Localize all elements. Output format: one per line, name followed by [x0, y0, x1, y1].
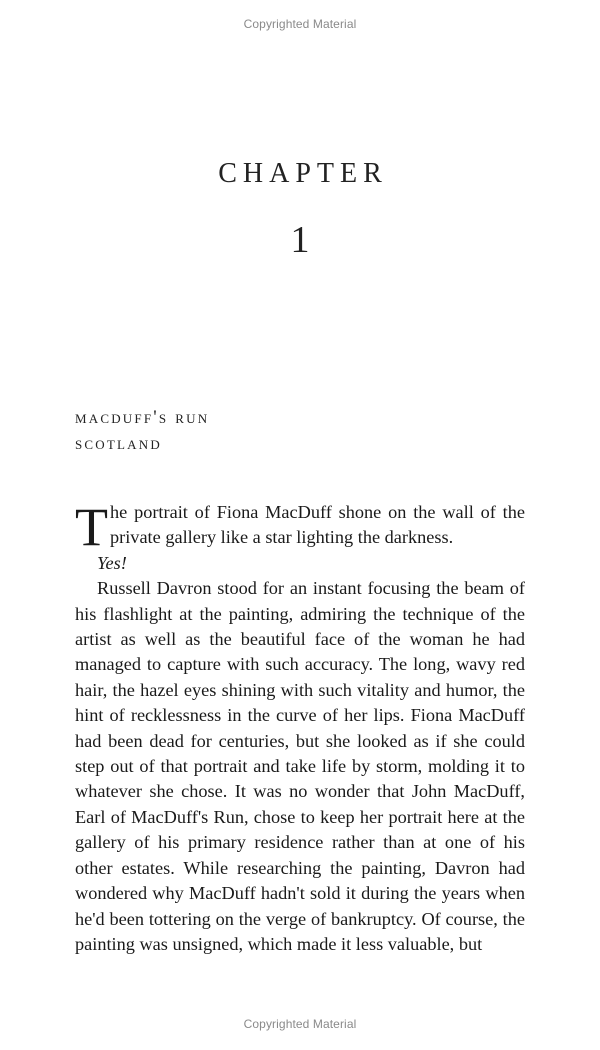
opening-paragraph-text: he portrait of Fiona MacDuff shone on the wall of the private gallery like a star lighting the darkness.: [110, 502, 525, 548]
copyright-watermark-bottom: Copyrighted Material: [243, 1017, 357, 1031]
chapter-heading: CHAPTER: [218, 158, 388, 189]
exclamation-paragraph: Yes!: [97, 552, 127, 573]
location-line-1: macduff's run: [75, 407, 210, 428]
body-paragraph: Russell Davron stood for an instant focusing the beam of his flashlight at the painting, admiring the technique of the artist as well as the beautiful face of the woman he had managed to capture with such accuracy. The long, wavy red hair, the hazel eyes shining with such vitality and humor, the hint of recklessness in the curve of her lips. Fiona MacDuff had been dead for centuries, but she looked as if she could step out of that portrait and take life by storm, molding it to whatever she chose. It was no wonder that John MacDuff, Earl of MacDuff's Run, chose to keep her portrait here at the gallery of his primary residence rather than at one of his other estates. While researching the painting, Davron had wondered why MacDuff hadn't sold it during the years when he'd been tottering on the verge of bankruptcy. Of course, the painting was unsigned, which made it less valuable, but: [75, 578, 525, 954]
copyright-watermark-top: Copyrighted Material: [243, 17, 357, 31]
chapter-number: 1: [290, 219, 310, 261]
opening-paragraph: [75, 497, 525, 557]
chapter-body: [75, 497, 525, 957]
drop-cap: T: [75, 497, 108, 557]
location-line-2: scotland: [75, 433, 162, 454]
